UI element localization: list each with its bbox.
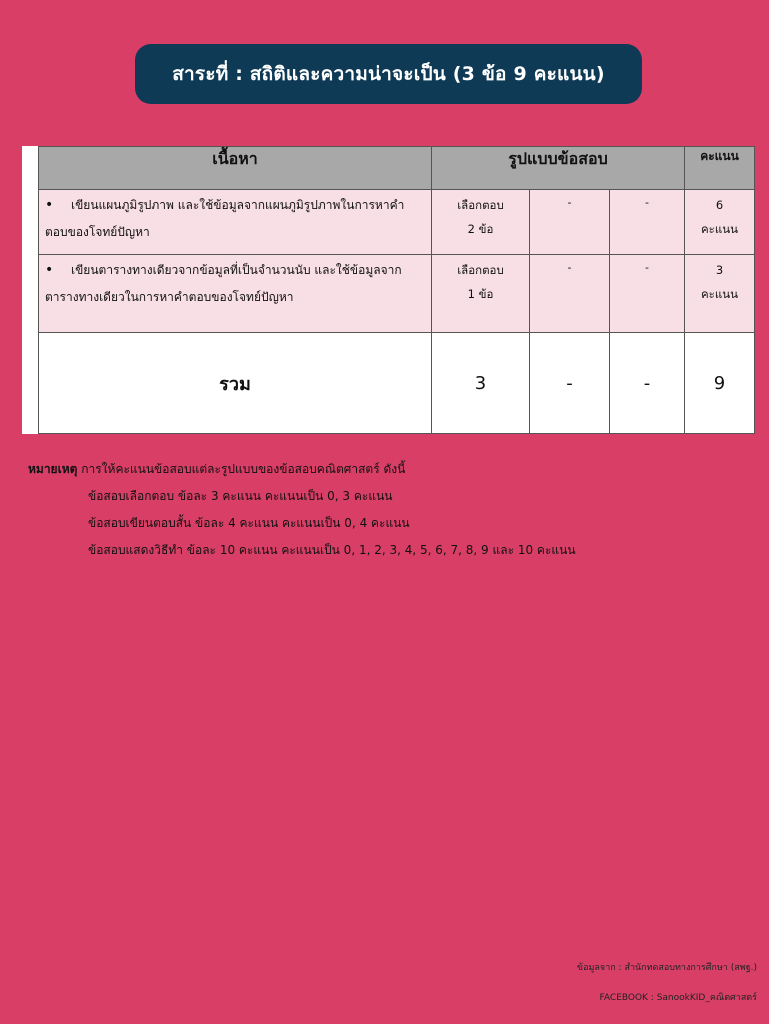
total-score: 9 <box>685 333 755 434</box>
row-type-count: 2 ข้อ <box>467 222 494 236</box>
note-line-show-work: ข้อสอบแสดงวิธีทำ ข้อละ 10 คะแนน คะแนนเป็น 0, 1, 2, 3, 4, 5, 6, 7, 8, 9 และ 10 คะแนน <box>88 543 576 557</box>
row-type-label: เลือกตอบ <box>457 198 504 212</box>
bullet-icon: • <box>45 197 54 213</box>
header-format: รูปแบบข้อสอบ <box>432 147 685 190</box>
row-col2: - <box>530 190 610 255</box>
note-heading: หมายเหตุ <box>28 462 78 476</box>
note-line-short-answer: ข้อสอบเขียนตอบสั้น ข้อละ 4 คะแนน คะแนนเป็น 0, 4 คะแนน <box>88 516 410 530</box>
exam-structure-table-wrapper <box>22 146 755 434</box>
row-score-unit: คะแนน <box>700 287 738 301</box>
header-score: คะแนน <box>685 147 755 190</box>
total-label: รวม <box>39 333 432 434</box>
page-title: สาระที่ : สถิติและความน่าจะเป็น (3 ข้อ 9 คะแนน) <box>135 44 642 104</box>
row-score-value: 6 <box>715 198 724 212</box>
row-score-cell <box>685 255 755 333</box>
total-col2: - <box>530 333 610 434</box>
table-row <box>39 255 755 333</box>
table-row <box>39 190 755 255</box>
row-score-unit: คะแนน <box>700 222 738 236</box>
row-col2: - <box>530 255 610 333</box>
total-col1: 3 <box>432 333 530 434</box>
row-content-text: เขียนแผนภูมิรูปภาพ และใช้ข้อมูลจากแผนภูมิรูปภาพในการหาคำตอบของโจทย์ปัญหา <box>45 198 405 239</box>
header-content: เนื้อหา <box>39 147 432 190</box>
total-row <box>39 333 755 434</box>
bullet-icon: • <box>45 262 54 278</box>
note-line-multiple-choice: ข้อสอบเลือกตอบ ข้อละ 3 คะแนน คะแนนเป็น 0, 3 คะแนน <box>88 489 393 503</box>
row-content-cell <box>39 190 432 255</box>
total-col3: - <box>610 333 685 434</box>
note-intro: การให้คะแนนข้อสอบแต่ละรูปแบบของข้อสอบคณิตศาสตร์ ดังนี้ <box>77 462 406 476</box>
row-type-cell <box>432 255 530 333</box>
row-type-label: เลือกตอบ <box>457 263 504 277</box>
row-col3: - <box>610 190 685 255</box>
row-score-cell <box>685 190 755 255</box>
note-block <box>28 456 748 564</box>
row-type-count: 1 ข้อ <box>467 287 494 301</box>
row-content-cell <box>39 255 432 333</box>
row-col3: - <box>610 255 685 333</box>
note-intro-line <box>28 456 748 483</box>
exam-structure-table <box>38 146 755 434</box>
source-credit: ข้อมูลจาก : สำนักทดสอบทางการศึกษา (สพฐ.) <box>576 963 757 973</box>
row-score-value: 3 <box>715 263 724 277</box>
row-content-text: เขียนตารางทางเดียวจากข้อมูลที่เป็นจำนวนนับ และใช้ข้อมูลจากตารางทางเดียวในการหาคำตอบของโจทย์ปัญหา <box>45 263 402 304</box>
row-type-cell <box>432 190 530 255</box>
facebook-credit: FACEBOOK : SanookKID_คณิตศาสตร์ <box>599 993 757 1003</box>
